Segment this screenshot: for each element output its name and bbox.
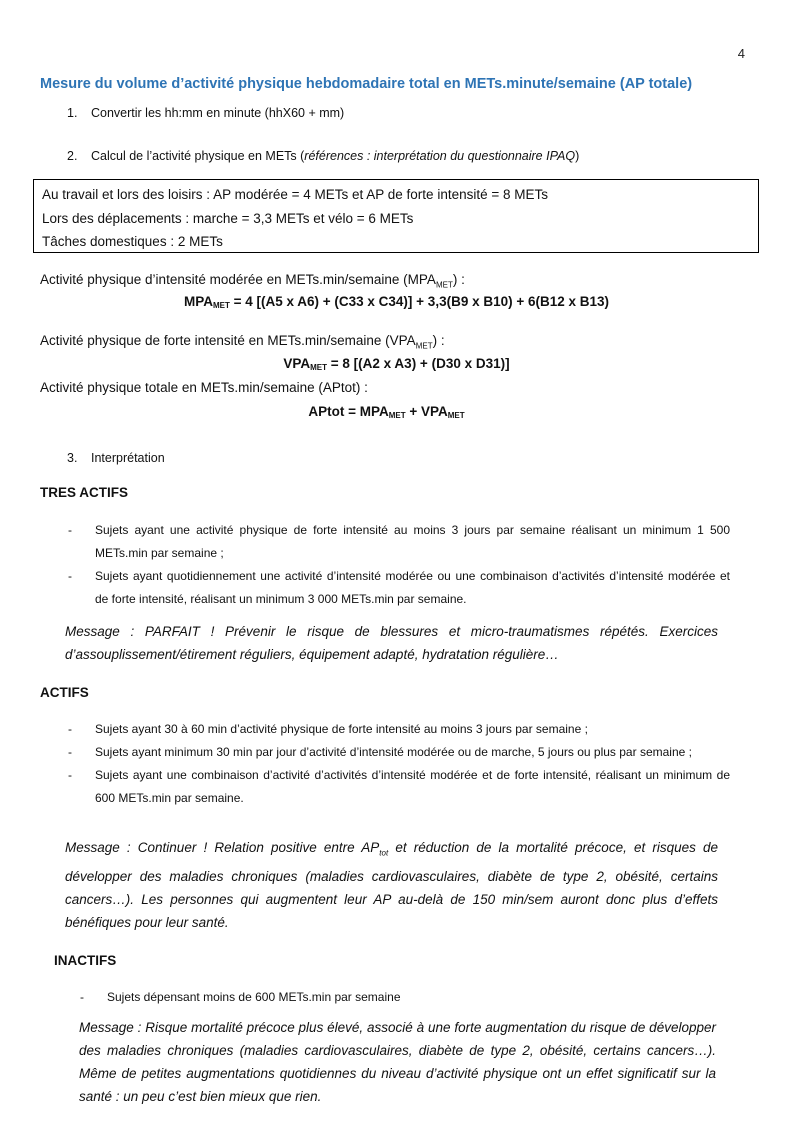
formula-sub: MET xyxy=(447,411,465,420)
step-number: 1. xyxy=(67,106,78,120)
vpa-label-close: ) : xyxy=(432,333,445,348)
formula-lhs: MPA xyxy=(183,294,213,309)
tres-actifs-list xyxy=(40,519,730,611)
step-3 xyxy=(67,451,165,465)
formula-rhs: = 8 [(A2 x A3) + (D30 x D31)] xyxy=(327,356,510,371)
inactifs-list xyxy=(52,986,732,1009)
formula-sub: MET xyxy=(310,363,328,372)
formula-part: APtot = MPA xyxy=(308,404,389,419)
vpa-label-text: Activité physique de forte intensité en METs.min/semaine (VPA xyxy=(40,333,416,348)
step-text: Calcul de l’activité physique en METs ( xyxy=(91,149,305,163)
message-inactifs: Message : Risque mortalité précoce plus élevé, associé à une forte augmentation du risque de développer des maladies chroniques (maladies cardiovasculaires, diabète de type 2, obésité, certains cancers…). Même de petites augmentations quotidiennes du niveau d’activité physique ont un effet significatif sur la santé : un peu c’est bien mieux que rien. xyxy=(79,1020,716,1104)
mpa-label xyxy=(40,272,465,290)
vpa-label-sub: MET xyxy=(415,341,433,351)
mpa-label-sub: MET xyxy=(435,280,453,290)
section-heading-inactifs: INACTIFS xyxy=(54,953,117,968)
step-2 xyxy=(67,149,579,163)
message-actifs xyxy=(65,836,718,934)
step-text: Interprétation xyxy=(91,451,165,465)
formula-sub: MET xyxy=(212,301,230,310)
box-line: Au travail et lors des loisirs : AP modérée = 4 METs et AP de forte intensité = 8 METs xyxy=(42,187,548,202)
actifs-list xyxy=(40,718,730,810)
step-reference: références : interprétation du questionnaire IPAQ xyxy=(304,149,576,163)
mpa-formula xyxy=(0,294,793,310)
page-number: 4 xyxy=(737,46,745,61)
list-item: - Sujets dépensant moins de 600 METs.min par semaine xyxy=(52,986,732,1009)
message-text: Message : Continuer ! Relation positive entre AP xyxy=(65,840,380,855)
met-values-box xyxy=(33,179,759,253)
list-item: - Sujets ayant minimum 30 min par jour d’activité d’intensité modérée ou de marche, 5 jours ou plus par semaine ; xyxy=(40,741,730,764)
aptot-formula xyxy=(0,404,773,420)
section-heading-tres-actifs: TRES ACTIFS xyxy=(40,485,129,500)
box-line: Tâches domestiques : 2 METs xyxy=(42,234,223,249)
formula-sub: MET xyxy=(388,411,406,420)
step-1 xyxy=(67,106,344,120)
message-tres-actifs: Message : PARFAIT ! Prévenir le risque de blessures et micro-traumatismes répétés. Exercices d’assouplissement/étirement réguliers, équipement adapté, hydratation régulière… xyxy=(65,624,718,662)
section-heading-actifs: ACTIFS xyxy=(40,685,89,700)
document-title: Mesure du volume d’activité physique hebdomadaire total en METs.minute/semaine (AP totale) xyxy=(40,76,693,92)
formula-rhs: = 4 [(A5 x A6) + (C33 x C34)] + 3,3(B9 x B10) + 6(B12 x B13) xyxy=(229,294,610,309)
vpa-formula xyxy=(0,356,793,372)
message-text: et réduction de la mortalité précoce, et risques de développer des maladies chroniques (maladies cardiovasculaires, diabète de type 2, obésité, certains cancers…). Les personnes qui augmentent leur AP au-delà de 150 min/sem auront donc plus d’effets bénéfiques pour leur santé. xyxy=(65,840,718,930)
step-number: 3. xyxy=(67,451,78,465)
step-close: ) xyxy=(575,149,580,163)
formula-lhs: VPA xyxy=(283,356,311,371)
list-item: - Sujets ayant quotidiennement une activité d’intensité modérée ou une combinaison d’activités d’intensité modérée et de forte intensité, réalisant un minimum 3 000 METs.min par semaine. xyxy=(40,565,730,611)
list-item: - Sujets ayant une combinaison d’activité d’activités d’intensité modérée et de forte intensité, réalisant un minimum de 600 METs.min par semaine. xyxy=(40,764,730,810)
box-line: Lors des déplacements : marche = 3,3 METs et vélo = 6 METs xyxy=(42,210,414,226)
step-text: Convertir les hh:mm en minute (hhX60 + mm) xyxy=(91,106,345,120)
mpa-label-close: ) : xyxy=(452,272,465,287)
aptot-label: Activité physique totale en METs.min/semaine (APtot) : xyxy=(40,380,368,395)
list-item: - Sujets ayant 30 à 60 min d’activité physique de forte intensité au moins 3 jours par semaine ; xyxy=(40,718,730,741)
vpa-label xyxy=(40,333,445,351)
formula-part: + VPA xyxy=(405,404,448,419)
list-item: - Sujets ayant une activité physique de forte intensité au moins 3 jours par semaine réalisant un minimum 1 500 METs.min par semaine ; xyxy=(40,519,730,565)
mpa-label-text: Activité physique d’intensité modérée en METs.min/semaine (MPA xyxy=(40,272,436,287)
message-sub: tot xyxy=(379,848,389,858)
step-number: 2. xyxy=(67,149,78,163)
